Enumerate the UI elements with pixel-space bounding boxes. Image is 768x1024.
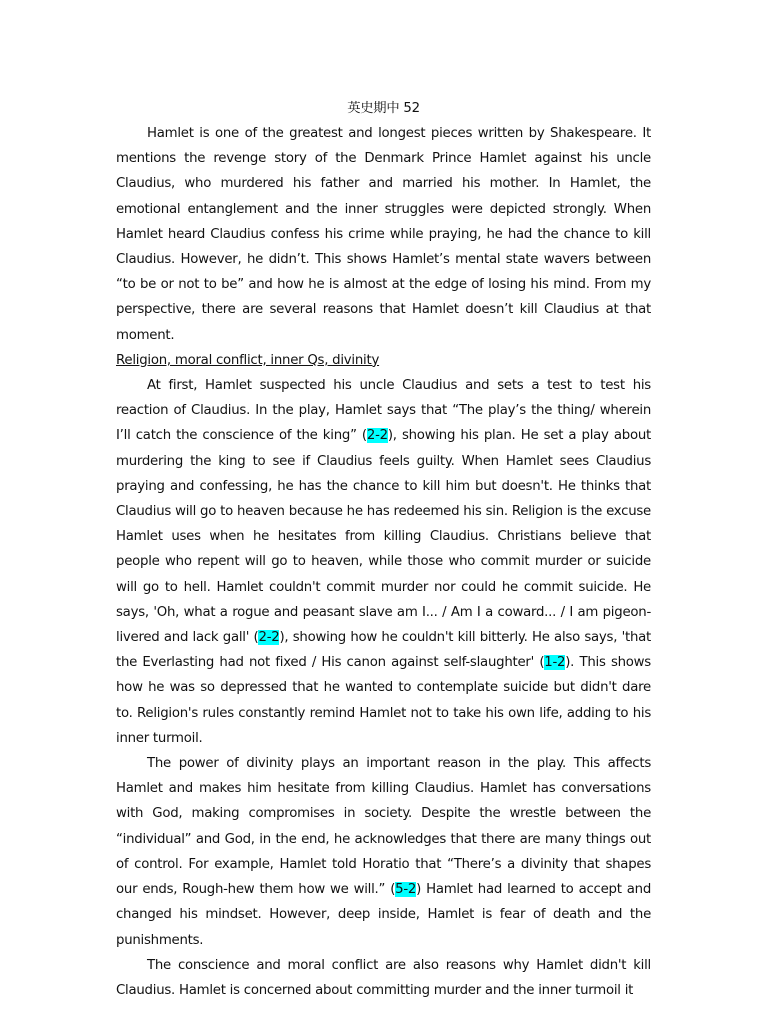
citation-highlight: 2-2 (258, 630, 280, 646)
paragraph-text: At first, Hamlet suspected his uncle Claudius and sets a test to test his reaction of Claudius. In the play, Hamlet says that “The play’s the thing/ wherein I’ll catch the conscience of the king” ( (116, 378, 651, 444)
citation-highlight: 1-2 (544, 655, 566, 671)
paragraph-text: ). This shows how he was so depressed that he wanted to contemplate suicide but didn't dare to. Religion's rules constantly remind Hamlet not to take his own life, adding to his inner turmoil. (116, 655, 651, 746)
document-title: 英史期中 52 (347, 101, 420, 116)
divinity-paragraph (116, 751, 651, 953)
paragraph-text: ), showing his plan. He set a play about murdering the king to see if Claudius feels guilty. When Hamlet sees Claudius praying and confessing, he has the chance to kill him but doesn't. He thinks that Claudius will go to heaven because he has redeemed his sin. Religion is the excuse Hamlet uses when he hesitates from killing Claudius. Christians believe that people who repent will go to heaven, while those who commit murder or suicide will go to hell. Hamlet couldn't commit murder nor could he commit suicide. He says, 'Oh, what a rogue and peasant slave am I... / Am I a coward... / I am pigeon-livered and lack gall' ( (116, 428, 651, 646)
intro-paragraph: Hamlet is one of the greatest and longest pieces written by Shakespeare. It mentions the revenge story of the Denmark Prince Hamlet against his uncle Claudius, who murdered his father and married his mother. In Hamlet, the emotional entanglement and the inner struggles were depicted strongly. When Hamlet heard Claudius confess his crime while praying, he had the chance to kill Claudius. However, he didn’t. This shows Hamlet’s mental state wavers between “to be or not to be” and how he is almost at the edge of losing his mind. From my perspective, there are several reasons that Hamlet doesn’t kill Claudius at that moment. (116, 126, 651, 343)
paragraph-text: ), showing how he couldn't kill bitterly. He also says, 'that the Everlasting had not fixed / His canon against self-slaughter' ( (116, 630, 651, 671)
citation-highlight: 2-2 (366, 428, 388, 444)
religion-paragraph (116, 373, 651, 751)
section-heading: Religion, moral conflict, inner Qs, divinity (116, 352, 380, 368)
paragraph-text: ) Hamlet had learned to accept and changed his mindset. However, deep inside, Hamlet is fear of death and the punishments. (116, 882, 652, 948)
citation-highlight: 5-2 (395, 882, 417, 898)
paragraph-text: The power of divinity plays an important reason in the play. This affects Hamlet and makes him hesitate from killing Claudius. Hamlet has conversations with God, making compromises in society. Despite the wrestle between the “individual” and God, in the end, he acknowledges that there are many things out of control. For example, Hamlet told Horatio that “There’s a divinity that shapes our ends, Rough-hew them how we will.” ( (116, 756, 651, 898)
conscience-paragraph: The conscience and moral conflict are also reasons why Hamlet didn't kill Claudius. Hamlet is concerned about committing murder and the inner turmoil it (116, 957, 651, 998)
document-body (116, 96, 651, 1003)
